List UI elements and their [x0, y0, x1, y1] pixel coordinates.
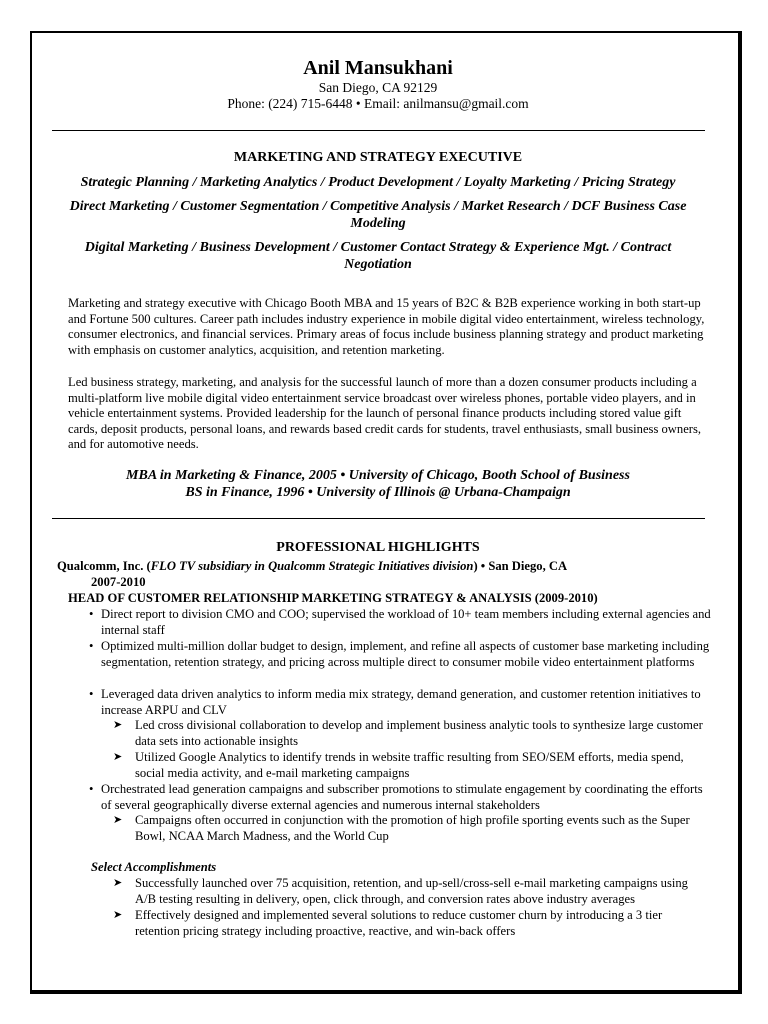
- skills-line: Digital Marketing / Business Development / Customer Contact Strategy & Experience Mgt. / Contract: [84, 240, 672, 255]
- job-title: HEAD OF CUSTOMER RELATIONSHIP MARKETING STRATEGY & ANALYSIS (2009-2010): [68, 591, 598, 605]
- list-item: • Optimized multi-million dollar budget to design, implement, and refine all aspects of customer base marketing including segmentation, retention strategy, and pricing across multiple direct to consumer mobile video entertainment platforms: [89, 639, 710, 669]
- page-border-shadow-bottom: [30, 992, 740, 994]
- education-line: MBA in Marketing & Finance, 2005 • University of Chicago, Booth School of Business: [126, 468, 630, 483]
- arrow-bullet-icon: ➤: [113, 814, 123, 826]
- skills-line: Modeling: [350, 216, 406, 231]
- sub-list-item: ➤ Utilized Google Analytics to identify trends in website traffic resulting from SEO/SEM efforts, media spend, social media activity, and e-mail marketing campaigns: [113, 750, 684, 780]
- bullet-icon: •: [89, 639, 94, 653]
- accomplishment-item: ➤ Effectively designed and implemented several solutions to reduce customer churn by introducing a 3 tier retention pricing strategy including proactive, reactive, and win-back offers: [113, 908, 663, 938]
- bullet-icon: •: [89, 687, 94, 701]
- skills-line: Direct Marketing / Customer Segmentation / Competitive Analysis / Market Research / DCF Business Case: [69, 199, 687, 214]
- arrow-bullet-icon: ➤: [113, 719, 123, 731]
- divider: [52, 130, 705, 131]
- summary-paragraph: Led business strategy, marketing, and analysis for the successful launch of more than a dozen consumer products including a multi-platform live mobile digital video entertainment service broadcast over wireless phones, portable video players, and in vehicle entertainment systems. Provided leadership for the launch of personal finance products including stored value gift cards, deposit products, personal loans, and rewards based credit cards for students, travel enthusiasts, small business owners, and for automotive needs.: [68, 375, 702, 452]
- divider: [52, 518, 705, 519]
- bullet-icon: •: [89, 782, 94, 796]
- company-line: [57, 559, 567, 575]
- summary-title: MARKETING AND STRATEGY EXECUTIVE: [233, 150, 523, 165]
- accomplishments-title: Select Accomplishments: [91, 860, 217, 874]
- list-item: • Orchestrated lead generation campaigns and subscriber promotions to stimulate engagement by coordinating the efforts of several geographically diverse external agencies and numerous internal stakeholders: [89, 782, 703, 812]
- sub-list-item: ➤ Led cross divisional collaboration to develop and implement business analytic tools to synthesize large customer data sets into actionable insights: [113, 718, 703, 748]
- arrow-bullet-icon: ➤: [113, 877, 123, 889]
- contact-line: Phone: (224) 715-6448 • Email: anilmansu@gmail.com: [227, 96, 529, 111]
- company-note: FLO TV subsidiary in Qualcomm Strategic Initiatives division: [150, 559, 474, 573]
- summary-paragraph: Marketing and strategy executive with Chicago Booth MBA and 15 years of B2C & B2B experience working in both start-up and Fortune 500 cultures. Career path includes industry experience in mobile digital video entertainment, wireless technology, consumer electronics, and financial services. Primary areas of focus include business planning strategy and product marketing with emphasis on customer analytics, acquisition, and retention marketing.: [68, 296, 705, 357]
- bullet-icon: •: [89, 607, 94, 621]
- sub-list-item: ➤ Campaigns often occurred in conjunction with the promotion of high profile sporting events such as the Super Bowl, NCAA March Madness, and the World Cup: [113, 813, 690, 843]
- address: San Diego, CA 92129: [318, 80, 438, 95]
- list-item: • Direct report to division CMO and COO; supervised the workload of 10+ team members including external agencies and internal staff: [89, 607, 711, 637]
- list-item: • Leveraged data driven analytics to inform media mix strategy, demand generation, and customer retention initiatives to increase ARPU and CLV: [89, 687, 701, 717]
- education-line: BS in Finance, 1996 • University of Illinois @ Urbana-Champaign: [185, 485, 571, 500]
- company-name: Qualcomm, Inc. (: [57, 559, 151, 573]
- page-border-shadow-right: [740, 31, 742, 994]
- skills-line: Strategic Planning / Marketing Analytics / Product Development / Loyalty Marketing / Pricing Strategy: [80, 175, 676, 190]
- highlights-title: PROFESSIONAL HIGHLIGHTS: [276, 540, 480, 555]
- arrow-bullet-icon: ➤: [113, 909, 123, 921]
- skills-line: Negotiation: [344, 257, 412, 272]
- arrow-bullet-icon: ➤: [113, 751, 123, 763]
- company-location: ) • San Diego, CA: [473, 559, 568, 573]
- resume-name: Anil Mansukhani: [303, 57, 453, 79]
- accomplishment-item: ➤ Successfully launched over 75 acquisition, retention, and up-sell/cross-sell e-mail marketing campaigns using A/B testing resulting in delivery, open, click through, and conversion rates above industry averages: [113, 876, 688, 906]
- job-dates: 2007-2010: [91, 575, 146, 589]
